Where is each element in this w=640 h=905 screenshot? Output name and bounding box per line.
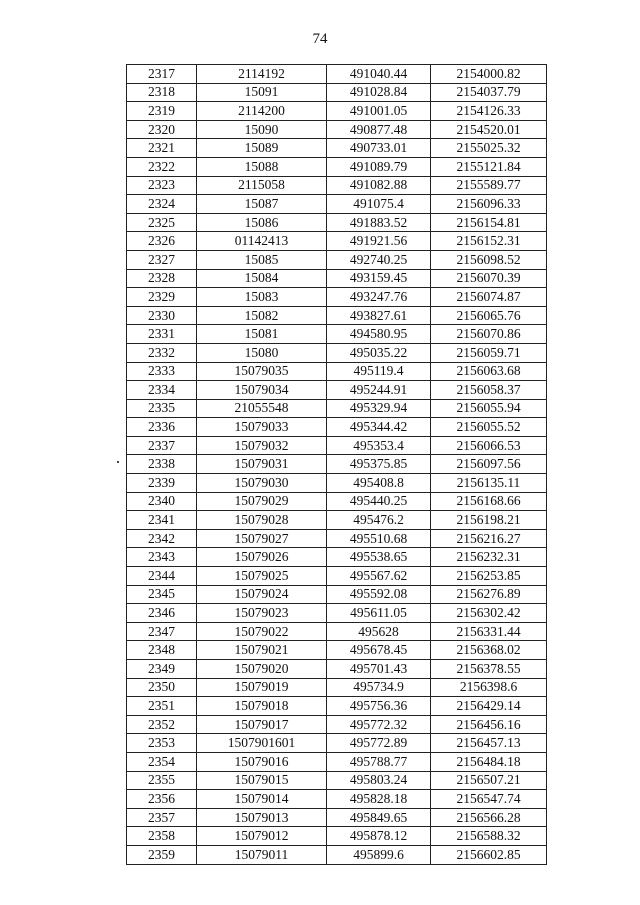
y-coordinate-cell: 2154037.79 <box>431 83 547 102</box>
y-coordinate-cell: 2156602.85 <box>431 845 547 864</box>
x-coordinate-cell: 495899.6 <box>327 845 431 864</box>
row-number-cell: 2332 <box>127 343 197 362</box>
point-id-cell: 2115058 <box>197 176 327 195</box>
row-number-cell: 2321 <box>127 139 197 158</box>
row-number-cell: 2351 <box>127 697 197 716</box>
table-row <box>127 120 547 139</box>
y-coordinate-cell: 2156507.21 <box>431 771 547 790</box>
stray-dot-mark <box>117 461 119 463</box>
point-id-cell: 15083 <box>197 288 327 307</box>
row-number-cell: 2327 <box>127 250 197 269</box>
table-row <box>127 474 547 493</box>
x-coordinate-cell: 495828.18 <box>327 790 431 809</box>
table-row <box>127 418 547 437</box>
row-number-cell: 2349 <box>127 660 197 679</box>
row-number-cell: 2346 <box>127 604 197 623</box>
y-coordinate-cell: 2154000.82 <box>431 65 547 84</box>
table-row <box>127 83 547 102</box>
table-row <box>127 808 547 827</box>
row-number-cell: 2334 <box>127 381 197 400</box>
point-id-cell: 15079014 <box>197 790 327 809</box>
point-id-cell: 15079035 <box>197 362 327 381</box>
table-row <box>127 734 547 753</box>
point-id-cell: 15079030 <box>197 474 327 493</box>
y-coordinate-cell: 2156070.86 <box>431 325 547 344</box>
y-coordinate-cell: 2156253.85 <box>431 567 547 586</box>
table-row <box>127 325 547 344</box>
row-number-cell: 2350 <box>127 678 197 697</box>
point-id-cell: 15079023 <box>197 604 327 623</box>
x-coordinate-cell: 493247.76 <box>327 288 431 307</box>
table-row <box>127 250 547 269</box>
x-coordinate-cell: 495756.36 <box>327 697 431 716</box>
x-coordinate-cell: 490733.01 <box>327 139 431 158</box>
y-coordinate-cell: 2156302.42 <box>431 604 547 623</box>
point-id-cell: 15079016 <box>197 752 327 771</box>
y-coordinate-cell: 2156368.02 <box>431 641 547 660</box>
table-row <box>127 306 547 325</box>
x-coordinate-cell: 493159.45 <box>327 269 431 288</box>
table-row <box>127 585 547 604</box>
point-id-cell: 15079017 <box>197 715 327 734</box>
table-row <box>127 65 547 84</box>
point-id-cell: 15081 <box>197 325 327 344</box>
row-number-cell: 2339 <box>127 474 197 493</box>
x-coordinate-cell: 495628 <box>327 622 431 641</box>
point-id-cell: 15079025 <box>197 567 327 586</box>
x-coordinate-cell: 495344.42 <box>327 418 431 437</box>
point-id-cell: 15082 <box>197 306 327 325</box>
x-coordinate-cell: 495408.8 <box>327 474 431 493</box>
row-number-cell: 2342 <box>127 529 197 548</box>
y-coordinate-cell: 2156074.87 <box>431 288 547 307</box>
row-number-cell: 2323 <box>127 176 197 195</box>
point-id-cell: 15079021 <box>197 641 327 660</box>
x-coordinate-cell: 494580.95 <box>327 325 431 344</box>
x-coordinate-cell: 491075.4 <box>327 195 431 214</box>
x-coordinate-cell: 495538.65 <box>327 548 431 567</box>
x-coordinate-cell: 495701.43 <box>327 660 431 679</box>
table-row <box>127 845 547 864</box>
row-number-cell: 2330 <box>127 306 197 325</box>
row-number-cell: 2328 <box>127 269 197 288</box>
y-coordinate-cell: 2156484.18 <box>431 752 547 771</box>
table-row <box>127 232 547 251</box>
point-id-cell: 01142413 <box>197 232 327 251</box>
y-coordinate-cell: 2156331.44 <box>431 622 547 641</box>
table-row <box>127 567 547 586</box>
table-row <box>127 771 547 790</box>
y-coordinate-cell: 2156154.81 <box>431 213 547 232</box>
point-id-cell: 15085 <box>197 250 327 269</box>
y-coordinate-cell: 2156065.76 <box>431 306 547 325</box>
table-row <box>127 678 547 697</box>
point-id-cell: 2114200 <box>197 102 327 121</box>
row-number-cell: 2358 <box>127 827 197 846</box>
coordinates-table-body <box>127 65 547 865</box>
point-id-cell: 15079029 <box>197 492 327 511</box>
y-coordinate-cell: 2156378.55 <box>431 660 547 679</box>
point-id-cell: 15079033 <box>197 418 327 437</box>
coordinates-table <box>126 64 547 865</box>
table-row <box>127 548 547 567</box>
y-coordinate-cell: 2156168.66 <box>431 492 547 511</box>
table-row <box>127 343 547 362</box>
y-coordinate-cell: 2156097.56 <box>431 455 547 474</box>
row-number-cell: 2319 <box>127 102 197 121</box>
row-number-cell: 2325 <box>127 213 197 232</box>
row-number-cell: 2338 <box>127 455 197 474</box>
page-number: 74 <box>312 31 328 47</box>
x-coordinate-cell: 495440.25 <box>327 492 431 511</box>
table-row <box>127 697 547 716</box>
x-coordinate-cell: 495772.89 <box>327 734 431 753</box>
x-coordinate-cell: 495611.05 <box>327 604 431 623</box>
table-row <box>127 511 547 530</box>
table-row <box>127 213 547 232</box>
table-row <box>127 381 547 400</box>
row-number-cell: 2352 <box>127 715 197 734</box>
x-coordinate-cell: 495119.4 <box>327 362 431 381</box>
table-row <box>127 622 547 641</box>
row-number-cell: 2324 <box>127 195 197 214</box>
table-row <box>127 715 547 734</box>
y-coordinate-cell: 2156098.52 <box>431 250 547 269</box>
x-coordinate-cell: 495329.94 <box>327 399 431 418</box>
row-number-cell: 2341 <box>127 511 197 530</box>
point-id-cell: 15079026 <box>197 548 327 567</box>
y-coordinate-cell: 2156063.68 <box>431 362 547 381</box>
x-coordinate-cell: 495803.24 <box>327 771 431 790</box>
row-number-cell: 2348 <box>127 641 197 660</box>
y-coordinate-cell: 2156547.74 <box>431 790 547 809</box>
row-number-cell: 2320 <box>127 120 197 139</box>
x-coordinate-cell: 491040.44 <box>327 65 431 84</box>
table-row <box>127 660 547 679</box>
point-id-cell: 15086 <box>197 213 327 232</box>
y-coordinate-cell: 2156588.32 <box>431 827 547 846</box>
row-number-cell: 2354 <box>127 752 197 771</box>
table-row <box>127 139 547 158</box>
x-coordinate-cell: 491089.79 <box>327 157 431 176</box>
point-id-cell: 21055548 <box>197 399 327 418</box>
table-row <box>127 436 547 455</box>
y-coordinate-cell: 2156457.13 <box>431 734 547 753</box>
table-row <box>127 455 547 474</box>
y-coordinate-cell: 2156429.14 <box>431 697 547 716</box>
y-coordinate-cell: 2155025.32 <box>431 139 547 158</box>
point-id-cell: 15079034 <box>197 381 327 400</box>
x-coordinate-cell: 491883.52 <box>327 213 431 232</box>
point-id-cell: 15084 <box>197 269 327 288</box>
row-number-cell: 2359 <box>127 845 197 864</box>
x-coordinate-cell: 495788.77 <box>327 752 431 771</box>
y-coordinate-cell: 2155121.84 <box>431 157 547 176</box>
point-id-cell: 15079024 <box>197 585 327 604</box>
point-id-cell: 15079027 <box>197 529 327 548</box>
table-row <box>127 288 547 307</box>
y-coordinate-cell: 2156135.11 <box>431 474 547 493</box>
row-number-cell: 2356 <box>127 790 197 809</box>
row-number-cell: 2340 <box>127 492 197 511</box>
table-row <box>127 399 547 418</box>
row-number-cell: 2336 <box>127 418 197 437</box>
y-coordinate-cell: 2156198.21 <box>431 511 547 530</box>
y-coordinate-cell: 2156058.37 <box>431 381 547 400</box>
x-coordinate-cell: 495592.08 <box>327 585 431 604</box>
y-coordinate-cell: 2156096.33 <box>431 195 547 214</box>
point-id-cell: 15079031 <box>197 455 327 474</box>
point-id-cell: 15079012 <box>197 827 327 846</box>
x-coordinate-cell: 495678.45 <box>327 641 431 660</box>
point-id-cell: 15090 <box>197 120 327 139</box>
table-row <box>127 752 547 771</box>
x-coordinate-cell: 495353.4 <box>327 436 431 455</box>
point-id-cell: 15079022 <box>197 622 327 641</box>
point-id-cell: 15079032 <box>197 436 327 455</box>
y-coordinate-cell: 2156216.27 <box>431 529 547 548</box>
point-id-cell: 15089 <box>197 139 327 158</box>
x-coordinate-cell: 495510.68 <box>327 529 431 548</box>
table-row <box>127 790 547 809</box>
row-number-cell: 2343 <box>127 548 197 567</box>
point-id-cell: 15079013 <box>197 808 327 827</box>
y-coordinate-cell: 2156398.6 <box>431 678 547 697</box>
x-coordinate-cell: 495734.9 <box>327 678 431 697</box>
row-number-cell: 2331 <box>127 325 197 344</box>
row-number-cell: 2345 <box>127 585 197 604</box>
y-coordinate-cell: 2156066.53 <box>431 436 547 455</box>
x-coordinate-cell: 495878.12 <box>327 827 431 846</box>
row-number-cell: 2355 <box>127 771 197 790</box>
point-id-cell: 15079015 <box>197 771 327 790</box>
table-row <box>127 269 547 288</box>
row-number-cell: 2357 <box>127 808 197 827</box>
row-number-cell: 2333 <box>127 362 197 381</box>
table-row <box>127 641 547 660</box>
point-id-cell: 1507901601 <box>197 734 327 753</box>
y-coordinate-cell: 2156059.71 <box>431 343 547 362</box>
x-coordinate-cell: 495772.32 <box>327 715 431 734</box>
x-coordinate-cell: 491082.88 <box>327 176 431 195</box>
y-coordinate-cell: 2156456.16 <box>431 715 547 734</box>
x-coordinate-cell: 495375.85 <box>327 455 431 474</box>
point-id-cell: 15079020 <box>197 660 327 679</box>
table-row <box>127 157 547 176</box>
x-coordinate-cell: 495244.91 <box>327 381 431 400</box>
point-id-cell: 15088 <box>197 157 327 176</box>
table-row <box>127 827 547 846</box>
row-number-cell: 2318 <box>127 83 197 102</box>
row-number-cell: 2347 <box>127 622 197 641</box>
y-coordinate-cell: 2156152.31 <box>431 232 547 251</box>
row-number-cell: 2326 <box>127 232 197 251</box>
table-row <box>127 529 547 548</box>
table-row <box>127 195 547 214</box>
table-row <box>127 492 547 511</box>
point-id-cell: 15087 <box>197 195 327 214</box>
row-number-cell: 2317 <box>127 65 197 84</box>
y-coordinate-cell: 2156070.39 <box>431 269 547 288</box>
x-coordinate-cell: 495849.65 <box>327 808 431 827</box>
table-row <box>127 176 547 195</box>
x-coordinate-cell: 495035.22 <box>327 343 431 362</box>
table-row <box>127 604 547 623</box>
row-number-cell: 2329 <box>127 288 197 307</box>
point-id-cell: 15079011 <box>197 845 327 864</box>
row-number-cell: 2322 <box>127 157 197 176</box>
point-id-cell: 2114192 <box>197 65 327 84</box>
x-coordinate-cell: 492740.25 <box>327 250 431 269</box>
table-row <box>127 362 547 381</box>
point-id-cell: 15091 <box>197 83 327 102</box>
y-coordinate-cell: 2156055.94 <box>431 399 547 418</box>
point-id-cell: 15080 <box>197 343 327 362</box>
point-id-cell: 15079028 <box>197 511 327 530</box>
row-number-cell: 2337 <box>127 436 197 455</box>
y-coordinate-cell: 2155589.77 <box>431 176 547 195</box>
y-coordinate-cell: 2156566.28 <box>431 808 547 827</box>
y-coordinate-cell: 2156232.31 <box>431 548 547 567</box>
y-coordinate-cell: 2156055.52 <box>431 418 547 437</box>
point-id-cell: 15079019 <box>197 678 327 697</box>
row-number-cell: 2335 <box>127 399 197 418</box>
row-number-cell: 2353 <box>127 734 197 753</box>
table-row <box>127 102 547 121</box>
x-coordinate-cell: 493827.61 <box>327 306 431 325</box>
x-coordinate-cell: 495567.62 <box>327 567 431 586</box>
point-id-cell: 15079018 <box>197 697 327 716</box>
y-coordinate-cell: 2154520.01 <box>431 120 547 139</box>
x-coordinate-cell: 491001.05 <box>327 102 431 121</box>
y-coordinate-cell: 2156276.89 <box>431 585 547 604</box>
x-coordinate-cell: 495476.2 <box>327 511 431 530</box>
x-coordinate-cell: 491921.56 <box>327 232 431 251</box>
y-coordinate-cell: 2154126.33 <box>431 102 547 121</box>
row-number-cell: 2344 <box>127 567 197 586</box>
x-coordinate-cell: 491028.84 <box>327 83 431 102</box>
x-coordinate-cell: 490877.48 <box>327 120 431 139</box>
